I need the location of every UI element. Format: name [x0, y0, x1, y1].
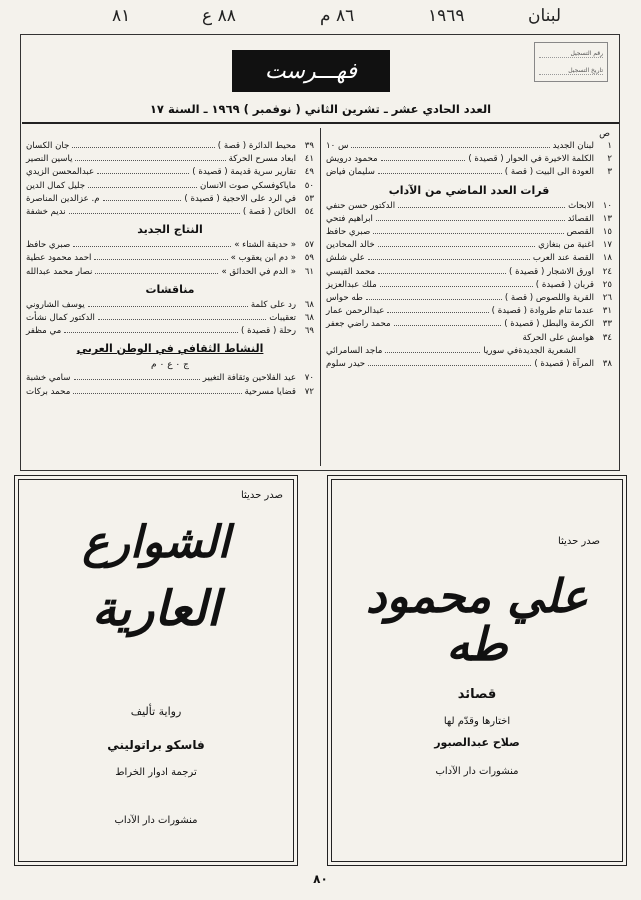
- toc-entry-leader: [381, 154, 466, 161]
- toc-entry: [26, 252, 314, 265]
- toc-entry: [26, 239, 314, 252]
- toc-entry: [326, 318, 612, 331]
- toc-entry-page: ٧٠: [304, 373, 314, 384]
- toc-entry-author: جان الكسان: [26, 141, 70, 151]
- toc-entry-title: الشعرية الجديدةفي سوريا: [483, 345, 576, 356]
- ad-right-publisher: منشورات دار الآداب: [435, 766, 519, 777]
- section-heading-read: قرات العدد الماضي من الآداب: [388, 183, 550, 197]
- toc-entry-page: ١٨: [602, 253, 612, 264]
- page-number: ٨٠: [313, 872, 328, 886]
- toc-entry-author: الدكتور كمال نشأت: [26, 313, 95, 324]
- handwritten-note-2: ٨٨ ع: [202, 6, 236, 26]
- toc-entry-title: القصة عند العرب: [532, 253, 594, 264]
- toc-entry-leader: [380, 280, 533, 287]
- toc-entry-leader: [64, 326, 238, 333]
- toc-entry-title: عيد الفلاحين وثقافة التغيير: [202, 373, 296, 384]
- toc-entry-leader: [97, 167, 189, 174]
- toc-entry-leader: [88, 181, 197, 188]
- toc-entry-author: حيدر سلوم: [326, 359, 366, 370]
- toc-entry-author: ملك عبدالعزيز: [326, 279, 377, 290]
- left-items-debate: [26, 299, 314, 339]
- toc-entry-author: الدكتور حسن حنفي: [326, 200, 396, 211]
- toc-entry-title: محيط الدائرة ( قصة ): [217, 141, 296, 151]
- handwritten-note-4: ١٩٦٩: [428, 6, 465, 26]
- toc-entry-author: محمد القيسي: [326, 266, 376, 277]
- toc-entry-page: ٣٣: [602, 319, 612, 330]
- toc-entry-page: ٣٩: [304, 141, 314, 151]
- toc-entry-page: ٦٨: [304, 299, 314, 310]
- toc-entry-leader: [73, 240, 231, 247]
- left-items-top: [26, 140, 314, 219]
- toc-entry-leader: [378, 167, 502, 174]
- ad-left-genre: رواية تأليف: [130, 705, 182, 718]
- toc-entry-page: ٣١: [602, 306, 612, 317]
- toc-entry-author: مي مظفر: [26, 326, 62, 337]
- page-column-label: ص: [599, 129, 610, 139]
- toc-entry-title: في الرد على الاحجية ( قصيدة ): [184, 193, 296, 204]
- ad-left-title-line-1: الشوارع: [82, 517, 230, 568]
- toc-entry-leader: [329, 334, 519, 340]
- ad-left-publisher: منشورات دار الآداب: [114, 815, 198, 826]
- toc-entry-page: ٥٤: [304, 207, 314, 218]
- toc-entry-title: اغنية من بنغازي: [538, 240, 594, 251]
- toc-entry-page: ٦٨: [304, 313, 314, 324]
- toc-entry: [26, 193, 314, 206]
- toc-entry-title: القصص: [566, 227, 594, 238]
- toc-entry-title: تعقيبات: [269, 313, 296, 324]
- toc-entry-page: ١٠: [602, 200, 612, 211]
- toc-entry: [326, 239, 612, 252]
- toc-entry: [26, 312, 314, 325]
- toc-entry: [326, 332, 612, 345]
- toc-entry: [26, 372, 314, 385]
- toc-entry-leader: [378, 240, 535, 247]
- toc-entry-leader: [75, 154, 225, 161]
- ad-left-translator: ترجمة ادوار الخراط: [115, 767, 197, 778]
- section-heading-debate: مناقشات: [145, 282, 195, 296]
- toc-entry-leader: [368, 359, 531, 366]
- toc-entry-title: قربان ( قصيدة ): [535, 279, 594, 290]
- toc-entry-author: محمود درويش: [326, 154, 378, 165]
- toc-entry-page: ٣٤: [602, 332, 612, 343]
- header-rule: [22, 122, 619, 124]
- stamp-line-1: رقم التسجيل: [539, 50, 603, 58]
- toc-entry-page: ١٥: [602, 227, 612, 238]
- left-items-arab: [26, 372, 314, 398]
- toc-entry-page: ٥٠: [304, 180, 314, 191]
- toc-entry: [26, 266, 314, 279]
- toc-entry-leader: [387, 306, 488, 313]
- toc-entry-title: عندما تنام طروادة ( قصيدة ): [491, 306, 594, 317]
- toc-entry-title: قضايا مسرحية: [244, 386, 296, 397]
- toc-entry-page: ٣٨: [602, 359, 612, 370]
- toc-entry-author: ابراهيم فتحي: [326, 213, 373, 224]
- toc-entry-title: ابعاد مسرح الحركة: [228, 154, 296, 165]
- section-subheading-arab: ج ٠ ع ٠ م: [151, 360, 189, 371]
- stamp-line-2: تاريخ التسجيل: [539, 67, 603, 75]
- handwritten-note-3: ٨٦ م: [320, 6, 355, 26]
- toc-entry-leader: [376, 214, 565, 221]
- section-heading-arab: النشاط الثقافي في الوطن العربي: [76, 342, 264, 356]
- toc-entry-author: نديم خشفة: [26, 207, 66, 218]
- toc-entry-title: « دم ابن يعقوب »: [230, 253, 296, 264]
- toc-entry-author: صبري حافظ: [26, 240, 71, 251]
- toc-entry-leader: [72, 141, 214, 148]
- toc-entry-leader: [88, 300, 248, 307]
- toc-entry-leader: [74, 373, 200, 380]
- ad-left-author: فاسكو براتوليني: [107, 738, 205, 752]
- toc-entry-page: ٦٩: [304, 326, 314, 337]
- ad-right-genre: قصائد: [457, 687, 497, 702]
- toc-entry-title: ماياكوفسكي صوت الانسان: [199, 180, 296, 191]
- toc-entry: [326, 213, 612, 226]
- toc-entry: [26, 386, 314, 399]
- ad-streets-novel: [18, 479, 294, 862]
- toc-entry-leader: [69, 207, 240, 214]
- toc-entry: [326, 226, 612, 239]
- toc-entry: [326, 166, 612, 179]
- toc-entry-leader: [366, 293, 502, 300]
- right-items-read: [326, 200, 612, 372]
- handwritten-note-5: لبنان: [528, 6, 562, 26]
- toc-entry-author: سامي خشبة: [26, 373, 71, 384]
- toc-entry-title: « الدم في الحدائق »: [221, 266, 296, 277]
- toc-entry-page: ٥٧: [304, 240, 314, 251]
- toc-entry-title: الابحاث: [568, 200, 594, 211]
- toc-entry-page: ٢٦: [602, 293, 612, 304]
- toc-entry: [26, 180, 314, 193]
- toc-entry-page: ٢: [607, 154, 612, 165]
- toc-entry-author: يوسف الشاروني: [26, 299, 85, 310]
- toc-entry-leader: [385, 346, 480, 353]
- right-items-top: [326, 140, 612, 180]
- toc-entry-title: اورق الاشجار ( قصيدة ): [509, 266, 594, 277]
- toc-entry-author: طه حواس: [326, 293, 363, 304]
- toc-entry: [326, 279, 612, 292]
- toc-entry: [26, 325, 314, 338]
- toc-entry-title: القرية واللصوص ( قصة ): [504, 293, 594, 304]
- ad-right-new-label: صدر حديثا: [557, 536, 600, 547]
- toc-entry-leader: [94, 253, 227, 260]
- ad-left-new-label: صدر حديثا: [240, 490, 283, 501]
- toc-entry-page: ٢٥: [602, 279, 612, 290]
- toc-entry-title: المرآة ( قصيدة ): [534, 359, 594, 370]
- toc-entry-page: ٥٣: [304, 193, 314, 204]
- toc-entry-author: س ١٠: [326, 141, 349, 151]
- handwritten-note-1: ٨١: [112, 6, 131, 26]
- section-heading-new: النتاج الجديد: [137, 223, 203, 237]
- toc-entry: [326, 266, 612, 279]
- toc-entry-title: هوامش على الحركة: [522, 332, 594, 343]
- toc-entry-title: رد على كلمة: [250, 299, 296, 310]
- toc-entry-title: الكرمة والبطل ( قصيدة ): [504, 319, 594, 330]
- toc-entry-author: محمد بركات: [26, 386, 71, 397]
- toc-entry: [26, 153, 314, 166]
- toc-entry-author: جليل كمال الدين: [26, 180, 86, 191]
- toc-entry-title: رحلة ( قصيدة ): [241, 326, 296, 337]
- toc-entry-author: علي شلش: [326, 253, 365, 264]
- toc-entry-title: « حديقة الشتاء »: [234, 240, 296, 251]
- toc-entry: [26, 166, 314, 179]
- toc-entry-author: صبري حافظ: [326, 227, 371, 238]
- toc-entry-page: ١٧: [602, 240, 612, 251]
- toc-entry: [26, 140, 314, 153]
- issue-line: العدد الحادي عشر ـ تشرين الثاني ( نوفمبر ) ١٩٦٩ ـ السنة ١٧: [149, 102, 492, 116]
- toc-entry-author: م. عزالدين المناصرة: [26, 193, 100, 204]
- toc-entry-title: الخائن ( قصة ): [242, 207, 296, 218]
- toc-entry-leader: [368, 253, 530, 260]
- toc-entry-author: ماجد السامرائي: [326, 345, 383, 356]
- column-divider: [320, 128, 321, 466]
- toc-entry-leader: [103, 194, 182, 201]
- toc-entry: [326, 358, 612, 371]
- toc-entry-title: الكلمة الاخيرة في الحوار ( قصيدة ): [468, 154, 594, 165]
- toc-entry: [326, 305, 612, 318]
- toc-entry-page: ٣: [607, 167, 612, 178]
- toc-entry-leader: [378, 267, 506, 274]
- toc-entry-page: ٥٩: [304, 253, 314, 264]
- toc-entry-author: عبدالرحمن عمار: [326, 306, 385, 317]
- toc-entry-page: ٤٩: [304, 167, 314, 178]
- toc-entry-leader: [95, 267, 218, 274]
- toc-entry-page: ٦١: [304, 266, 314, 277]
- toc-entry-author: محمد راضي جعفر: [326, 319, 391, 330]
- toc-entry-leader: [373, 227, 563, 234]
- toc-entry: [326, 140, 612, 153]
- toc-entry-leader: [98, 313, 266, 320]
- toc-entry-leader: [351, 141, 549, 148]
- toc-entry-title: العودة الى البيت ( قصة ): [504, 167, 594, 178]
- toc-entry-page: ١: [607, 141, 612, 151]
- ad-poems-book: [331, 479, 623, 862]
- toc-entry-page: ٧٢: [304, 386, 314, 397]
- toc-entry: [26, 206, 314, 219]
- ad-right-title: علي محمود طه: [365, 569, 589, 672]
- toc-entry-title: تقارير سرية قديمة ( قصيدة ): [192, 167, 296, 178]
- toc-entry-author: خالد المحادين: [326, 240, 375, 251]
- toc-entry-leader: [398, 201, 565, 208]
- toc-entry-author: نصار محمد عبدالله: [26, 266, 93, 277]
- toc-entry: [326, 200, 612, 213]
- ad-right-selection: اختارها وقدّم لها: [443, 716, 511, 727]
- toc-entry-author: ياسين النصير: [26, 154, 73, 165]
- ad-right-editor: صلاح عبدالصبور: [434, 736, 520, 749]
- toc-entry-leader: [394, 319, 502, 326]
- toc-entry-title: القصائد: [567, 213, 594, 224]
- ad-left-title-line-2: العارية: [91, 581, 220, 637]
- toc-entry: [326, 153, 612, 166]
- toc-entry-title: لبنان الجديد: [552, 141, 594, 151]
- toc-entry-page: ٢٤: [602, 266, 612, 277]
- toc-entry: [26, 299, 314, 312]
- contents-right-column: [326, 128, 612, 371]
- toc-entry-leader: [73, 387, 241, 394]
- left-items-new: [26, 239, 314, 279]
- toc-entry: [326, 252, 612, 265]
- contents-left-column: [26, 128, 314, 399]
- toc-entry-author: عبدالمحسن الزيدي: [26, 167, 95, 178]
- toc-entry-author: احمد محمود عطية: [26, 253, 92, 264]
- toc-entry: [326, 292, 612, 305]
- toc-entry-page: ١٣: [602, 213, 612, 224]
- toc-entry-page: ٤١: [304, 154, 314, 165]
- toc-entry-author: سليمان فياض: [326, 167, 375, 178]
- toc-entry: [326, 345, 612, 358]
- registration-stamp: [534, 42, 608, 82]
- contents-banner: فهـــرست: [232, 50, 390, 92]
